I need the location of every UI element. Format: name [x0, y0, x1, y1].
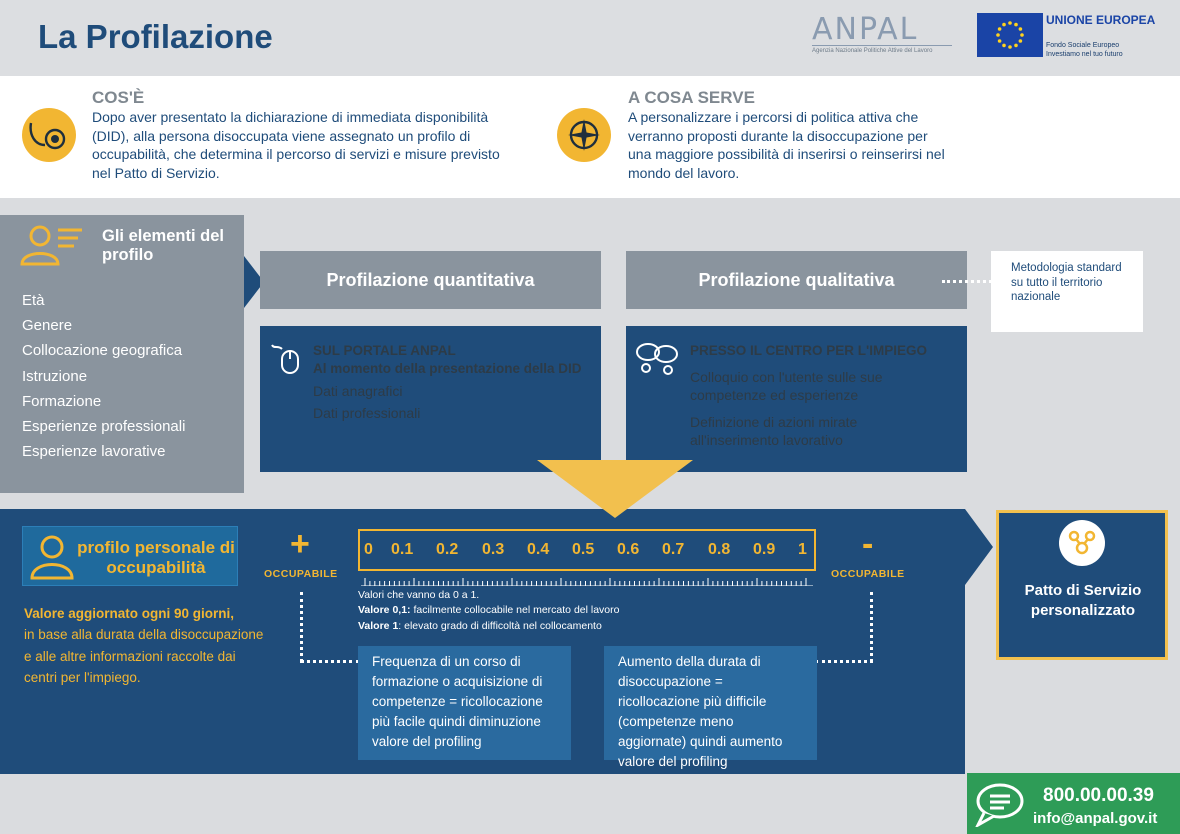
profilo-title: profilo personale di occupabilità — [77, 538, 235, 577]
network-icon — [1059, 520, 1105, 566]
anpal-logo-word: ANPAL — [812, 12, 919, 47]
eu-subtitle-2: Investiamo nel tuo futuro — [1046, 51, 1123, 58]
scale-value: 0.8 — [708, 541, 731, 558]
stethoscope-icon — [22, 108, 76, 162]
dotted-connector-left-v — [300, 592, 303, 662]
anpal-logo-rule — [812, 45, 952, 46]
down-arrow — [537, 460, 693, 518]
element-item: Istruzione — [22, 368, 88, 385]
mouse-icon — [270, 343, 302, 377]
page-title: La Profilazione — [38, 18, 273, 55]
dotted-connector-right-v — [870, 592, 873, 662]
scale-value: 0.3 — [482, 541, 505, 558]
contact-email[interactable]: info@anpal.gov.it — [1033, 810, 1158, 827]
scale-value: 1 — [798, 541, 807, 558]
band-arrow — [965, 509, 993, 585]
scale-value: 0.2 — [436, 541, 459, 558]
element-item: Genere — [22, 317, 73, 334]
profilo-desc-line: e alle altre informazioni raccolte dai — [24, 649, 236, 664]
plus-sign: + — [290, 525, 310, 563]
cose-title: COS'È — [92, 88, 145, 107]
eu-flag-icon — [977, 13, 1043, 57]
scale-ticks — [361, 573, 813, 581]
quantitativa-header: Profilazione quantitativa — [260, 251, 601, 309]
effect-left-box: Frequenza di un corso di formazione o acquisizione di competenze = ricollocazione più facile quindi diminuzione valore del profiling — [358, 646, 571, 760]
scale-note-1: Valori che vanno da 0 a 1. — [358, 589, 480, 601]
patto-text: Patto di Servizio personalizzato — [1024, 582, 1142, 619]
scale-value: 0.9 — [753, 541, 776, 558]
quantitativa-line-2: Dati professionali — [313, 405, 421, 421]
occupabile-minus-label: OCCUPABILE — [831, 568, 905, 580]
element-item: Formazione — [22, 393, 102, 410]
scale-value: 0.5 — [572, 541, 595, 558]
scale-note-3: Valore 1: elevato grado di difficoltà nel collocamento — [358, 620, 602, 632]
elements-title: Gli elementi del profilo — [102, 227, 224, 264]
dotted-connector — [942, 280, 992, 283]
element-item: Esperienze professionali — [22, 418, 186, 435]
cose-text: Dopo aver presentato la dichiarazione di immediata disponibilità (DID), alla persona disoccupata viene assegnato un profilo di occupabilità, che determina il percorso di servizi e misure previsto nel Patto di Servizio. — [92, 109, 500, 181]
anpal-logo[interactable] — [812, 12, 952, 58]
element-item: Età — [22, 292, 45, 309]
anpal-tagline: Agenzia Nazionale Politiche Attive del Lavoro — [812, 48, 933, 54]
occupabile-plus-label: OCCUPABILE — [264, 568, 338, 580]
dotted-connector-right-h — [815, 660, 873, 663]
profilo-desc-bold: Valore aggiornato ogni 90 giorni, — [24, 606, 235, 621]
minus-sign: - — [862, 525, 874, 563]
qualitativa-head: PRESSO IL CENTRO PER L'IMPIEGO — [690, 343, 927, 358]
compass-icon — [557, 108, 611, 162]
dotted-connector-left-h — [300, 660, 360, 663]
quantitativa-head-1: SUL PORTALE ANPAL — [313, 343, 456, 358]
quantitativa-line-1: Dati anagrafici — [313, 383, 403, 399]
qualitativa-header: Profilazione qualitativa — [626, 251, 967, 309]
person-icon — [28, 532, 76, 582]
chat-people-icon — [634, 340, 682, 380]
chat-bubble-icon — [974, 781, 1026, 827]
qualitativa-line-1: Colloquio con l'utente sulle sue competenze ed esperienze — [690, 369, 883, 403]
contact-phone[interactable]: 800.00.00.39 — [1043, 785, 1154, 806]
serve-title: A COSA SERVE — [628, 88, 755, 107]
scale-value: 0.1 — [391, 541, 414, 558]
qualitativa-line-2: Definizione di azioni mirate all'inserimento lavorativo — [690, 414, 858, 448]
scale-value: 0 — [364, 541, 373, 558]
quantitativa-head-2: Al momento della presentazione della DID — [313, 361, 582, 376]
scale-note-2: Valore 0,1: facilmente collocabile nel mercato del lavoro — [358, 604, 620, 616]
element-item: Collocazione geografica — [22, 342, 183, 359]
profilo-desc-line: in base alla durata della disoccupazione — [24, 627, 264, 642]
profilo-desc-line: centri per l'impiego. — [24, 670, 141, 685]
person-list-icon — [16, 220, 86, 268]
element-item: Esperienze lavorative — [22, 443, 166, 460]
eu-subtitle-1: Fondo Sociale Europeo — [1046, 42, 1120, 49]
scale-value: 0.7 — [662, 541, 685, 558]
scale-value: 0.4 — [527, 541, 550, 558]
scale-value: 0.6 — [617, 541, 640, 558]
eu-title: UNIONE EUROPEA — [1046, 13, 1156, 27]
metodologia-note: Metodologia standard su tutto il territorio nazionale — [991, 251, 1143, 332]
serve-text: A personalizzare i percorsi di politica attiva che verranno proposti durante la disoccupazione per una maggiore possibilità di inserirsi o reinserirsi nel mondo del lavoro. — [628, 109, 945, 181]
effect-right-box: Aumento della durata di disoccupazione = ricollocazione più difficile (competenze meno aggiornate) quindi aumento valore del profiling — [604, 646, 817, 760]
